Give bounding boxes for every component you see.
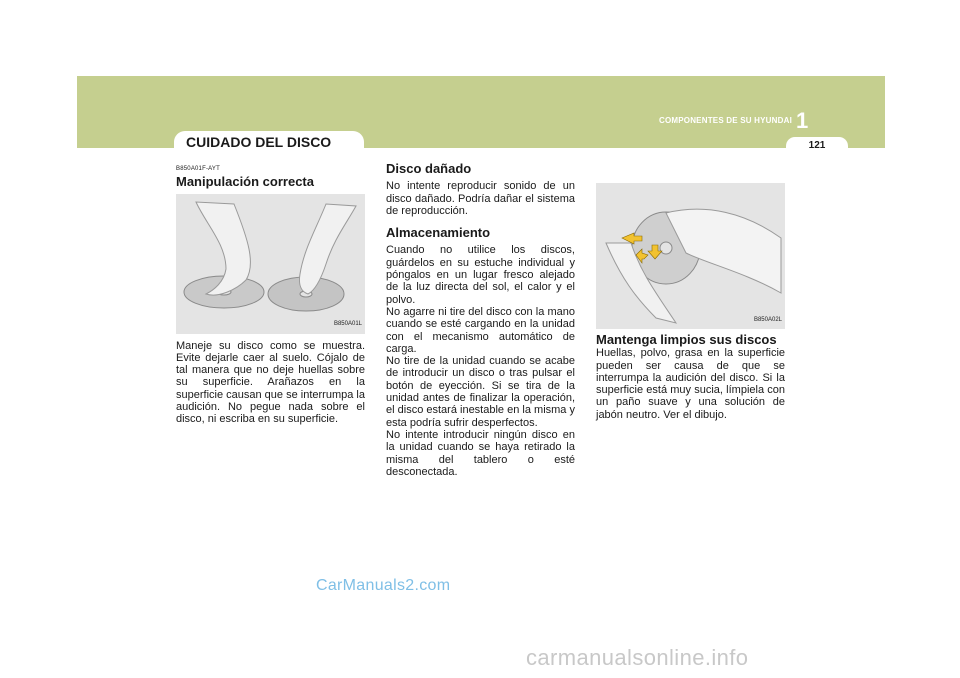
heading-cleaning: Mantenga limpios sus discos bbox=[596, 332, 777, 347]
image-ref: B850A02L bbox=[753, 316, 782, 323]
heading-handling: Manipulación correcta bbox=[176, 174, 314, 190]
body-storage: Cuando no utilice los discos, guárdelos en su estuche individual y póngalos en un lugar fresco alejado de la luz directa del sol, el calor y el polvo. bbox=[386, 244, 575, 306]
heading-damaged: Disco dañado bbox=[386, 161, 472, 176]
heading-storage: Almacenamiento bbox=[386, 225, 491, 241]
watermark-carmanualsonline[interactable]: carmanualsonline.info bbox=[526, 645, 749, 670]
column-handling bbox=[176, 163, 365, 426]
body-loading: No agarre ni tire del disco con la mano cuando se esté cargando en la unidad con el mecanismo automático de carga. bbox=[386, 305, 575, 355]
watermark-carmanuals2[interactable]: CarManuals2.com bbox=[316, 577, 451, 594]
chapter-title: COMPONENTES DE SU HYUNDAI bbox=[658, 116, 792, 125]
section-tab bbox=[174, 131, 364, 153]
wiping-disc-icon bbox=[596, 183, 785, 329]
body-cleaning: Huellas, polvo, grasa en la superficie pueden ser causa de que se interrumpa la audición del disco. Si la superficie está muy sucia, límpiela con un paño suave y una solución de jabón neutro. Ver el dibujo. bbox=[596, 347, 785, 421]
illustration-handling bbox=[176, 194, 365, 334]
hands-holding-disc-icon bbox=[176, 194, 365, 334]
illustration-cleaning bbox=[596, 183, 785, 329]
chapter-number: 1 bbox=[796, 108, 809, 133]
body-damaged: No intente reproducir sonido de un disco dañado. Podría dañar el sistema de reproducción. bbox=[386, 180, 575, 217]
section-code: B850A01F-AYT bbox=[176, 166, 220, 172]
column-damaged-storage bbox=[386, 163, 575, 478]
body-handling: Maneje su disco como se muestra. Evite dejarle caer al suelo. Cójalo de tal manera que no deje huellas sobre su superficie. Arañazos en la superficie causan que se interrumpa la audición. No pegue nada sobre el disco, ni escriba en su superficie. bbox=[176, 339, 365, 426]
page-number: 121 bbox=[786, 137, 848, 153]
body-removed: No intente introducir ningún disco en la unidad cuando se haya retirado la misma del tablero o esté desconectada. bbox=[386, 428, 575, 478]
body-eject: No tire de la unidad cuando se acabe de introducir un disco o tras pulsar el botón de eyección. Si se tira de la unidad antes de finalizar la operación, el disco estará inestable en la misma y esta podría sufrir desperfectos. bbox=[386, 355, 575, 429]
image-ref: B850A01L bbox=[333, 321, 362, 328]
section-title: CUIDADO DEL DISCO bbox=[186, 134, 332, 150]
column-cleaning bbox=[596, 183, 785, 421]
